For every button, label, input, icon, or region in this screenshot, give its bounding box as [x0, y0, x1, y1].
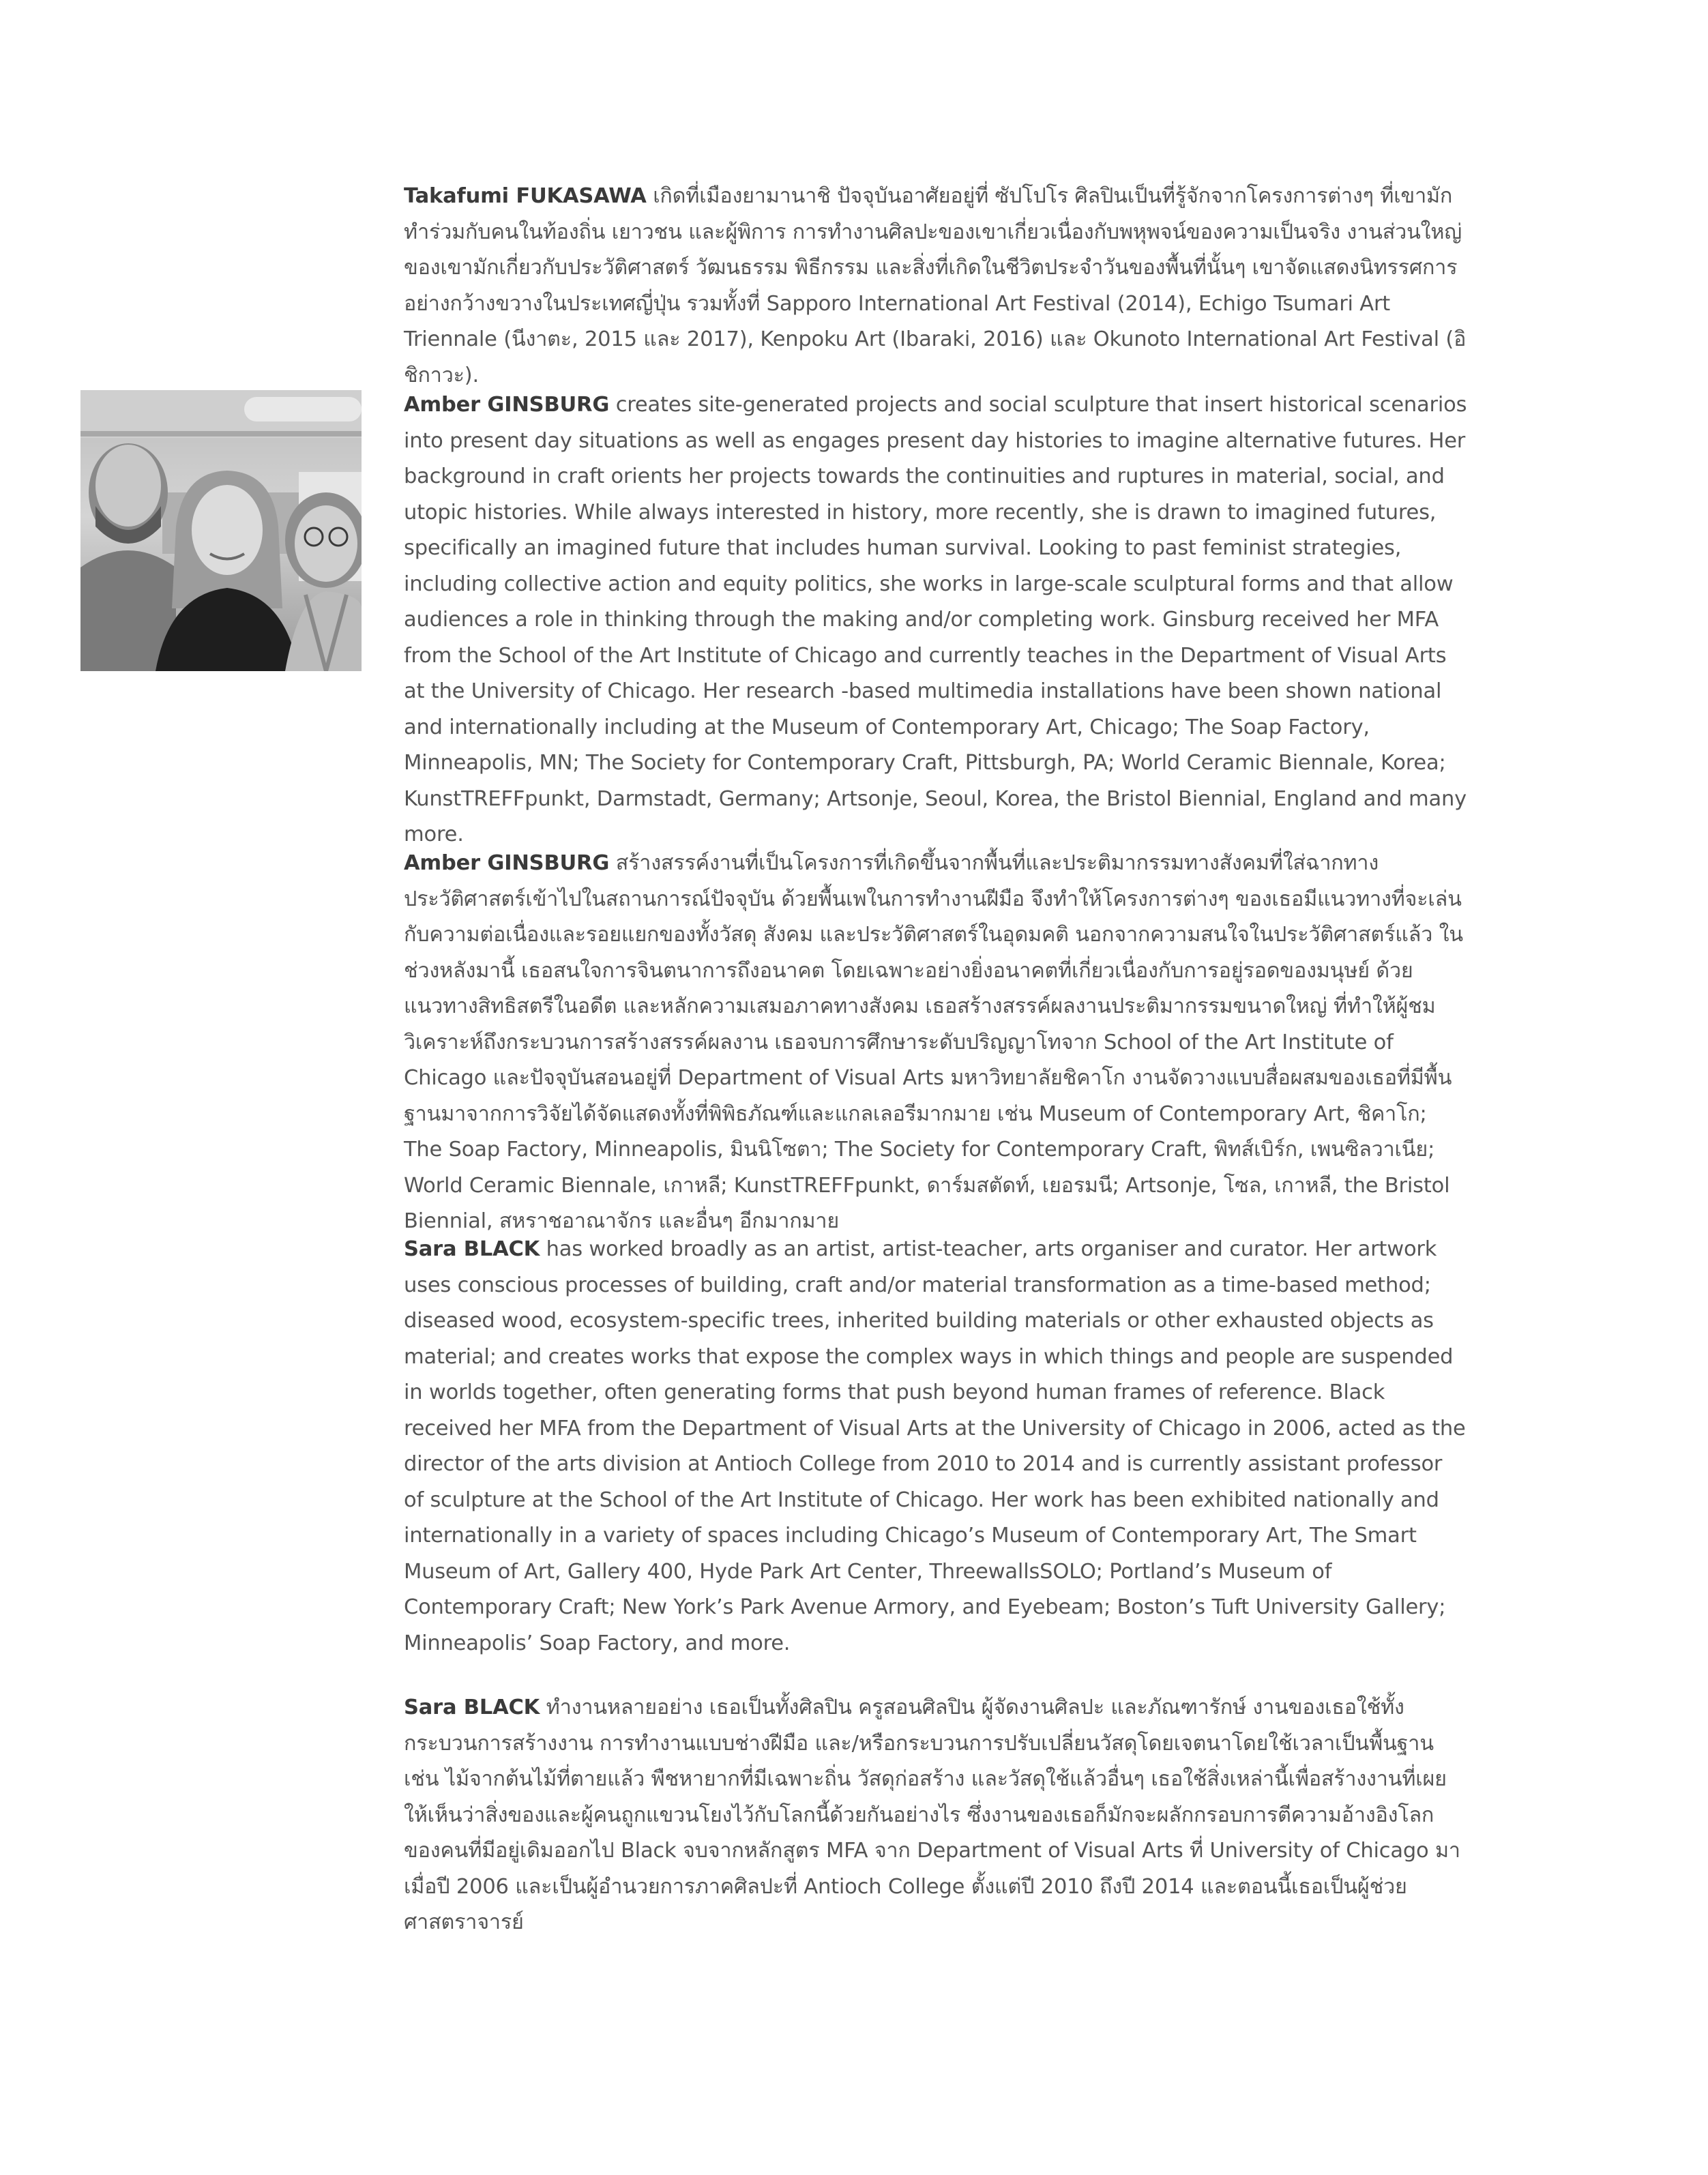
bio-paragraph-fukasawa-thai [404, 179, 1468, 394]
bio-text: ทำงานหลายอย่าง เธอเป็นทั้งศิลปิน ครูสอนศิลปิน ผู้จัดงานศิลปะ และภัณฑารักษ์ งานของเธอใช้ทั้งกระบวนการสร้างงาน การทำงานแบบช่างฝีมือ และ/หรือกระบวนการปรับเปลี่ยนวัสดุโดยเจตนาโดยใช้เวลาเป็นพื้นฐาน เช่น ไม้จากต้นไม้ที่ตายแล้ว พืชหายากที่มีเฉพาะถิ่น วัสดุก่อสร้าง และวัสดุใช้แล้วอื่นๆ เธอใช้สิ่งเหล่านี้เพื่อสร้างงานที่เผยให้เห็นว่าสิ่งของและผู้คนถูกแขวนโยงไว้กับโลกนี้ด้วยกันอย่างไร ซึ่งงานของเธอก็มักจะผลักกรอบการตีความอ้างอิงโลกของคนที่มีอยู่เดิมออกไป Black จบจากหลักสูตร MFA จาก Department of Visual Arts ที่ University of Chicago มาเมื่อปี 2006 และเป็นผู้อำนวยการภาคศิลปะที่ Antioch College ตั้งแต่ปี 2010 ถึงปี 2014 และตอนนี้เธอเป็นผู้ช่วยศาสตราจารย์ [404, 1696, 1460, 1934]
artist-name: Sara BLACK [404, 1696, 540, 1719]
artist-name: Amber GINSBURG [404, 851, 610, 875]
artist-name: Takafumi FUKASAWA [404, 184, 647, 208]
bio-text: has worked broadly as an artist, artist-teacher, arts organiser and curator. Her artwork uses conscious processes of building, craft and/or material transformation as a time-based method; diseased wood, ecosystem-specific trees, inherited building materials or other exhausted objects as material; and creates works that expose the complex ways in which things and people are suspended in worlds together, often generating forms that push beyond human frames of reference. Black received her MFA from the Department of Visual Arts at the University of Chicago in 2006, acted as the director of the arts division at Antioch College from 2010 to 2014 and is currently assistant professor of sculpture at the School of the Art Institute of Chicago. Her work has been exhibited nationally and internationally in a variety of spaces including Chicago’s Museum of Contemporary Art, The Smart Museum of Art, Gallery 400, Hyde Park Art Center, ThreewallsSOLO; Portland’s Museum of Contemporary Craft; New York’s Park Avenue Armory, and Eyebeam; Boston’s Tuft University Gallery; Minneapolis’ Soap Factory, and more. [404, 1237, 1466, 1655]
bio-paragraph-ginsburg-thai [404, 846, 1468, 1240]
bio-paragraph-black-english [404, 1232, 1468, 1661]
group-portrait-photo [80, 390, 362, 671]
bio-paragraph-ginsburg-english [404, 387, 1468, 853]
artist-name: Amber GINSBURG [404, 393, 610, 417]
bio-text: สร้างสรรค์งานที่เป็นโครงการที่เกิดขึ้นจากพื้นที่และประติมากรรมทางสังคมที่ใส่ฉากทางประวัติศาสตร์เข้าไปในสถานการณ์ปัจจุบัน ด้วยพื้นเพในการทำงานฝีมือ จึงทำให้โครงการต่างๆ ของเธอมีแนวทางที่จะเล่นกับความต่อเนื่องและรอยแยกของทั้งวัสดุ สังคม และประวัติศาสตร์ในอุดมคติ นอกจากความสนใจในประวัติศาสตร์แล้ว ในช่วงหลังมานี้ เธอสนใจการจินตนาการถึงอนาคต โดยเฉพาะอย่างยิ่งอนาคตที่เกี่ยวเนื่องกับการอยู่รอดของมนุษย์ ด้วยแนวทางสิทธิสตรีในอดีต และหลักความเสมอภาคทางสังคม เธอสร้างสรรค์ผลงานประติมากรรมขนาดใหญ่ ที่ทำให้ผู้ชมวิเคราะห์ถึงกระบวนการสร้างสรรค์ผลงาน เธอจบการศึกษาระดับปริญญาโทจาก School of the Art Institute of Chicago และปัจจุบันสอนอยู่ที่ Department of Visual Arts มหาวิทยาลัยชิคาโก งานจัดวางแบบสื่อผสมของเธอที่มีพื้นฐานมาจากการวิจัยได้จัดแสดงทั้งที่พิพิธภัณฑ์และแกลเลอรีมากมาย เช่น Museum of Contemporary Art, ชิคาโก; The Soap Factory, Minneapolis, มินนิโซตา; The Society for Contemporary Craft, พิทส์เบิร์ก, เพนซิลวาเนีย; World Ceramic Biennale, เกาหลี; KunstTREFFpunkt, ดาร์มสตัดท์, เยอรมนี; Artsonje, โซล, เกาหลี, the Bristol Biennial, สหราชอาณาจักร และอื่นๆ อีกมากมาย [404, 851, 1463, 1233]
bio-text: เกิดที่เมืองยามานาชิ ปัจจุบันอาศัยอยู่ที่ ซัปโปโร ศิลปินเป็นที่รู้จักจากโครงการต่างๆ ที่เขามักทำร่วมกับคนในท้องถิ่น เยาวชน และผู้พิการ การทำงานศิลปะของเขาเกี่ยวเนื่องกับพหุพจน์ของความเป็นจริง งานส่วนใหญ่ของเขามักเกี่ยวกับประวัติศาสตร์ วัฒนธรรม พิธีกรรม และสิ่งที่เกิดในชีวิตประจำวันของพื้นที่นั้นๆ เขาจัดแสดงนิทรรศการอย่างกว้างขวางในประเทศญี่ปุ่น รวมทั้งที่ Sapporo International Art Festival (2014), Echigo Tsumari Art Triennale (นีงาตะ, 2015 และ 2017), Kenpoku Art (Ibaraki, 2016) และ Okunoto International Art Festival (อิชิกาวะ). [404, 184, 1467, 387]
bio-text: creates site-generated projects and social sculpture that insert historical scenarios into present day situations as well as engages present day histories to imagine alternative futures. Her background in craft orients her projects towards the continuities and ruptures in material, social, and utopic histories. While always interested in history, more recently, she is drawn to imagined futures, specifically an imagined future that includes human survival. Looking to past feminist strategies, including collective action and equity politics, she works in large-scale sculptural forms and that allow audiences a role in thinking through the making and/or completing work. Ginsburg received her MFA from the School of the Art Institute of Chicago and currently teaches in the Department of Visual Arts at the University of Chicago. Her research -based multimedia installations have been shown national and internationally including at the Museum of Contemporary Art, Chicago; The Soap Factory, Minneapolis, MN; The Society for Contemporary Craft, Pittsburgh, PA; World Ceramic Biennale, Korea; KunstTREFFpunkt, Darmstadt, Germany; Artsonje, Seoul, Korea, the Bristol Biennial, England and many more. [404, 393, 1467, 846]
bio-paragraph-black-thai [404, 1690, 1468, 1941]
artist-name: Sara BLACK [404, 1237, 540, 1261]
